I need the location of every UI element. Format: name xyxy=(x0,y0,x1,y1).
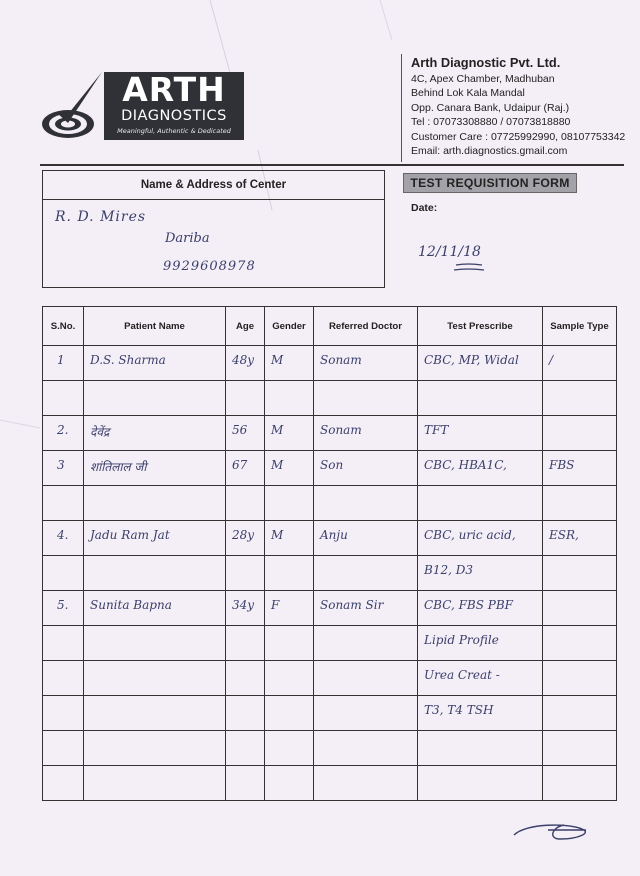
referred-doctor-cell xyxy=(314,521,418,556)
handwritten-entry: Sonam Sir xyxy=(320,598,384,612)
handwritten-entry: M xyxy=(271,458,284,472)
handwritten-entry: TFT xyxy=(424,423,449,437)
gender-cell xyxy=(265,521,314,556)
patient-name-cell xyxy=(84,346,226,381)
email: Email: arth.diagnostics.gmail.com xyxy=(411,145,568,158)
arth-logo xyxy=(38,68,244,144)
table-row xyxy=(43,591,617,626)
patient-name-cell xyxy=(84,731,226,766)
serial-number-cell xyxy=(43,731,84,766)
sample-type-cell xyxy=(543,626,617,661)
sample-type-cell xyxy=(543,591,617,626)
serial-number-cell xyxy=(43,416,84,451)
table-row xyxy=(43,346,617,381)
referred-doctor-cell xyxy=(314,381,418,416)
table-row xyxy=(43,696,617,731)
test-prescribe-cell xyxy=(418,766,543,801)
patient-name-cell xyxy=(84,451,226,486)
handwritten-entry: CBC, uric acid, xyxy=(424,528,516,542)
serial-number-cell xyxy=(43,346,84,381)
gender-cell xyxy=(265,591,314,626)
handwritten-entry: 34y xyxy=(232,598,255,612)
column-header: Sample Type xyxy=(543,307,617,346)
gender-cell xyxy=(265,696,314,731)
age-cell xyxy=(226,591,265,626)
test-prescribe-cell xyxy=(418,731,543,766)
referred-doctor-cell xyxy=(314,346,418,381)
referred-doctor-cell xyxy=(314,626,418,661)
age-cell xyxy=(226,731,265,766)
center-name-handwritten: R. D. Mires xyxy=(55,209,147,225)
age-cell xyxy=(226,626,265,661)
gender-cell xyxy=(265,766,314,801)
gender-cell xyxy=(265,626,314,661)
age-cell xyxy=(226,696,265,731)
address-line: Behind Lok Kala Mandal xyxy=(411,87,525,100)
sample-type-cell xyxy=(543,731,617,766)
handwritten-entry: 3 xyxy=(57,458,65,472)
company-name: Arth Diagnostic Pvt. Ltd. xyxy=(411,55,561,70)
patient-name-cell xyxy=(84,626,226,661)
table-header-row xyxy=(43,307,617,346)
age-cell xyxy=(226,416,265,451)
handwritten-entry: CBC, MP, Widal xyxy=(424,353,519,367)
serial-number-cell xyxy=(43,661,84,696)
handwritten-entry: CBC, HBA1C, xyxy=(424,458,507,472)
gender-cell xyxy=(265,661,314,696)
serial-number-cell xyxy=(43,696,84,731)
logo-subtitle: DIAGNOSTICS xyxy=(121,108,227,124)
table-row xyxy=(43,731,617,766)
table-row xyxy=(43,381,617,416)
customer-care: Customer Care : 07725992990, 08107753342 xyxy=(411,130,626,143)
serial-number-cell xyxy=(43,381,84,416)
gender-cell xyxy=(265,451,314,486)
table-row xyxy=(43,486,617,521)
date-label: Date: xyxy=(411,202,438,214)
patient-name-cell xyxy=(84,416,226,451)
handwritten-entry: M xyxy=(271,528,284,542)
gender-cell xyxy=(265,346,314,381)
table-row xyxy=(43,556,617,591)
age-cell xyxy=(226,766,265,801)
handwritten-entry: 67 xyxy=(232,458,248,472)
test-prescribe-cell xyxy=(418,451,543,486)
gender-cell xyxy=(265,486,314,521)
table-row xyxy=(43,766,617,801)
serial-number-cell xyxy=(43,521,84,556)
table-row xyxy=(43,661,617,696)
age-cell xyxy=(226,661,265,696)
handwritten-entry: FBS xyxy=(549,458,575,472)
handwritten-entry: Urea Creat - xyxy=(424,668,500,682)
handwritten-entry: M xyxy=(271,353,284,367)
target-check-icon xyxy=(38,68,108,144)
column-header: Gender xyxy=(265,307,314,346)
handwritten-entry: Sonam xyxy=(320,423,362,437)
table-row xyxy=(43,521,617,556)
age-cell xyxy=(226,486,265,521)
handwritten-entry: Sonam xyxy=(320,353,362,367)
referred-doctor-cell xyxy=(314,451,418,486)
form-title: TEST REQUISITION FORM xyxy=(403,173,577,193)
referred-doctor-cell xyxy=(314,591,418,626)
handwritten-entry: Sunita Bapna xyxy=(90,598,172,612)
patient-name-cell xyxy=(84,486,226,521)
handwritten-entry: देवेंद्र xyxy=(90,425,110,439)
test-prescribe-cell xyxy=(418,696,543,731)
test-prescribe-cell xyxy=(418,346,543,381)
header-divider xyxy=(401,54,402,162)
test-prescribe-cell xyxy=(418,416,543,451)
signature-mark xyxy=(508,817,596,847)
sample-type-cell xyxy=(543,556,617,591)
referred-doctor-cell xyxy=(314,556,418,591)
table-row xyxy=(43,416,617,451)
sample-type-cell xyxy=(543,416,617,451)
table-row xyxy=(43,626,617,661)
handwritten-entry: ESR, xyxy=(549,528,579,542)
address-line: 4C, Apex Chamber, Madhuban xyxy=(411,73,555,85)
center-location-handwritten: Dariba xyxy=(165,231,210,246)
handwritten-entry: 28y xyxy=(232,528,255,542)
patient-name-cell xyxy=(84,696,226,731)
company-info xyxy=(411,54,636,158)
test-prescribe-cell xyxy=(418,521,543,556)
handwritten-entry: / xyxy=(549,353,554,367)
handwritten-entry: 2. xyxy=(57,423,69,437)
serial-number-cell xyxy=(43,591,84,626)
age-cell xyxy=(226,521,265,556)
referred-doctor-cell xyxy=(314,486,418,521)
sample-type-cell xyxy=(543,381,617,416)
address-line: Opp. Canara Bank, Udaipur (Raj.) xyxy=(411,101,570,114)
column-header: Patient Name xyxy=(84,307,226,346)
referred-doctor-cell xyxy=(314,731,418,766)
handwritten-entry: M xyxy=(271,423,284,437)
test-prescribe-cell xyxy=(418,661,543,696)
date-handwritten: 12/11/18 xyxy=(418,244,481,260)
test-prescribe-cell xyxy=(418,591,543,626)
handwritten-entry: 1 xyxy=(57,353,65,367)
sample-type-cell xyxy=(543,486,617,521)
test-prescribe-cell xyxy=(418,381,543,416)
gender-cell xyxy=(265,416,314,451)
test-prescribe-cell xyxy=(418,486,543,521)
serial-number-cell xyxy=(43,451,84,486)
age-cell xyxy=(226,381,265,416)
telephone: Tel : 07073308880 / 07073818880 xyxy=(411,116,571,129)
sample-type-cell xyxy=(543,661,617,696)
age-cell xyxy=(226,346,265,381)
column-header: Referred Doctor xyxy=(314,307,418,346)
gender-cell xyxy=(265,556,314,591)
gender-cell xyxy=(265,381,314,416)
logo-tagline: Meaningful, Authentic & Dedicated xyxy=(117,127,231,135)
gender-cell xyxy=(265,731,314,766)
age-cell xyxy=(226,556,265,591)
serial-number-cell xyxy=(43,486,84,521)
logo-title: ARTH xyxy=(122,70,226,109)
referred-doctor-cell xyxy=(314,661,418,696)
handwritten-entry: Jadu Ram Jat xyxy=(90,528,170,542)
date-underline-mark xyxy=(452,262,486,272)
handwritten-entry: 5. xyxy=(57,598,69,612)
handwritten-entry: T3, T4 TSH xyxy=(424,703,494,717)
handwritten-entry: 48y xyxy=(232,353,255,367)
referred-doctor-cell xyxy=(314,696,418,731)
patient-name-cell xyxy=(84,556,226,591)
sample-type-cell xyxy=(543,766,617,801)
test-requisition-table xyxy=(42,306,617,801)
handwritten-entry: शांतिलाल जी xyxy=(90,460,147,474)
patient-name-cell xyxy=(84,661,226,696)
sample-type-cell xyxy=(543,451,617,486)
test-prescribe-cell xyxy=(418,556,543,591)
age-cell xyxy=(226,451,265,486)
handwritten-entry: Lipid Profile xyxy=(424,633,499,647)
handwritten-entry: Anju xyxy=(320,528,348,542)
serial-number-cell xyxy=(43,556,84,591)
column-header: S.No. xyxy=(43,307,84,346)
patient-name-cell xyxy=(84,591,226,626)
patient-name-cell xyxy=(84,381,226,416)
sample-type-cell xyxy=(543,696,617,731)
column-header: Age xyxy=(226,307,265,346)
handwritten-entry: 56 xyxy=(232,423,248,437)
serial-number-cell xyxy=(43,626,84,661)
patient-name-cell xyxy=(84,521,226,556)
handwritten-entry: CBC, FBS PBF xyxy=(424,598,514,612)
center-heading: Name & Address of Center xyxy=(43,171,384,200)
test-prescribe-cell xyxy=(418,626,543,661)
handwritten-entry: B12, D3 xyxy=(424,563,473,577)
center-address-box xyxy=(42,170,385,288)
handwritten-entry: 4. xyxy=(57,528,69,542)
table-row xyxy=(43,451,617,486)
referred-doctor-cell xyxy=(314,416,418,451)
sample-type-cell xyxy=(543,346,617,381)
serial-number-cell xyxy=(43,766,84,801)
column-header: Test Prescribe xyxy=(418,307,543,346)
logo-wordmark xyxy=(104,72,244,140)
header-rule xyxy=(40,164,624,166)
handwritten-entry: F xyxy=(271,598,280,612)
center-phone-handwritten: 9929608978 xyxy=(163,259,256,274)
referred-doctor-cell xyxy=(314,766,418,801)
handwritten-entry: D.S. Sharma xyxy=(90,353,166,367)
sample-type-cell xyxy=(543,521,617,556)
handwritten-entry: Son xyxy=(320,458,344,472)
patient-name-cell xyxy=(84,766,226,801)
